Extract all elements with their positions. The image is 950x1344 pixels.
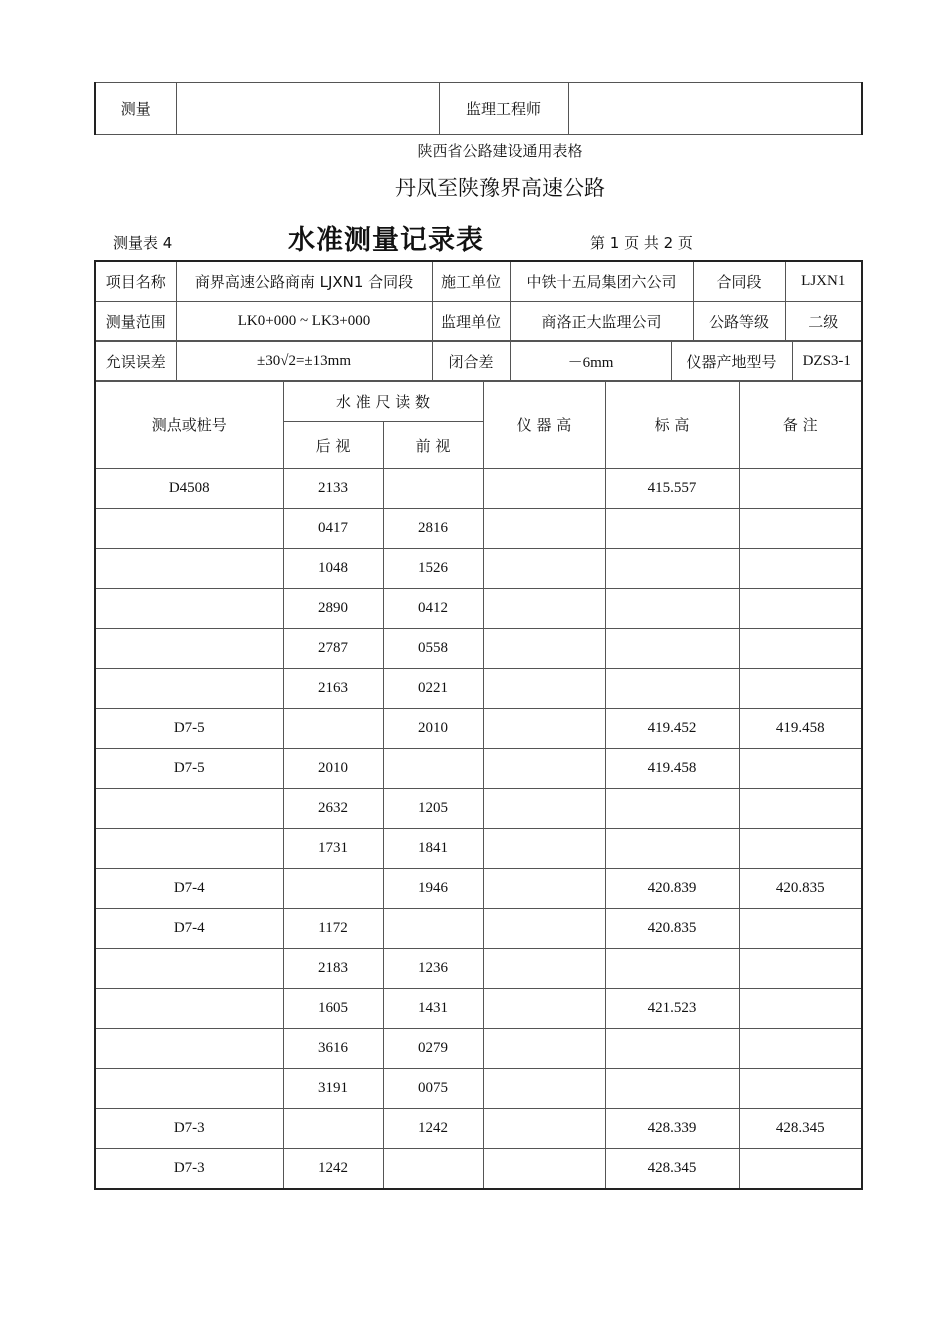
table-row — [95, 989, 862, 1029]
cell-station: D7-5 — [95, 749, 283, 789]
cell-backsight: 1242 — [283, 1149, 383, 1190]
cell-foresight — [383, 749, 483, 789]
instrument-value: DZS3-1 — [792, 341, 862, 382]
table-row — [95, 589, 862, 629]
cell-backsight: 2163 — [283, 669, 383, 709]
cell-foresight: 1841 — [383, 829, 483, 869]
cell-foresight: 1205 — [383, 789, 483, 829]
supervisor-value — [568, 83, 862, 135]
cell-backsight — [283, 709, 383, 749]
cell-foresight: 1431 — [383, 989, 483, 1029]
cell-instrument-height — [483, 669, 605, 709]
range-value: LK0+000 ~ LK3+000 — [176, 302, 432, 342]
cell-foresight — [383, 469, 483, 509]
cell-station — [95, 629, 283, 669]
project-name-value: 商界高速公路商南 LJXN1 合同段 — [176, 261, 432, 302]
cell-station — [95, 669, 283, 709]
grade-label: 公路等级 — [693, 302, 785, 342]
cell-backsight: 1172 — [283, 909, 383, 949]
table-row — [95, 629, 862, 669]
cell-station — [95, 1029, 283, 1069]
cell-instrument-height — [483, 1069, 605, 1109]
cell-backsight: 2183 — [283, 949, 383, 989]
survey-label: 测量 — [95, 83, 176, 135]
cell-elevation — [605, 949, 739, 989]
cell-foresight: 0221 — [383, 669, 483, 709]
cell-backsight: 0417 — [283, 509, 383, 549]
cell-remark: 420.835 — [739, 869, 862, 909]
col-staff-reading: 水 准 尺 读 数 — [283, 381, 483, 422]
cell-elevation: 428.339 — [605, 1109, 739, 1149]
cell-elevation: 420.839 — [605, 869, 739, 909]
form-subtitle: 陕西省公路建设通用表格 — [417, 142, 583, 160]
table-row — [95, 469, 862, 509]
cell-foresight: 2816 — [383, 509, 483, 549]
cell-backsight: 2133 — [283, 469, 383, 509]
table-row — [95, 829, 862, 869]
cell-foresight: 1242 — [383, 1109, 483, 1149]
col-backsight: 后 视 — [283, 422, 383, 469]
cell-elevation: 415.557 — [605, 469, 739, 509]
closure-value: －6mm — [510, 341, 671, 382]
instrument-label: 仪器产地型号 — [671, 341, 792, 382]
table-row — [95, 789, 862, 829]
cell-instrument-height — [483, 709, 605, 749]
cell-station — [95, 1069, 283, 1109]
cell-station — [95, 509, 283, 549]
range-label: 测量范围 — [95, 302, 176, 342]
cell-station: D7-3 — [95, 1149, 283, 1190]
signature-row — [95, 83, 862, 135]
cell-instrument-height — [483, 1109, 605, 1149]
cell-foresight: 1236 — [383, 949, 483, 989]
info-row-tolerance — [95, 341, 862, 382]
cell-instrument-height — [483, 789, 605, 829]
cell-remark — [739, 789, 862, 829]
cell-elevation — [605, 549, 739, 589]
cell-instrument-height — [483, 749, 605, 789]
contractor-label: 施工单位 — [432, 261, 510, 302]
table-row — [95, 1109, 862, 1149]
cell-remark — [739, 829, 862, 869]
page-info: 第 1 页 共 2 页 — [590, 234, 693, 252]
table-row — [95, 949, 862, 989]
cell-remark — [739, 629, 862, 669]
cell-instrument-height — [483, 509, 605, 549]
cell-station — [95, 829, 283, 869]
supervision-label: 监理单位 — [432, 302, 510, 342]
cell-elevation — [605, 589, 739, 629]
cell-backsight: 2787 — [283, 629, 383, 669]
contractor-value: 中铁十五局集团六公司 — [510, 261, 693, 302]
form-number: 测量表 4 — [113, 234, 173, 252]
info-row-project — [95, 261, 862, 302]
cell-instrument-height — [483, 909, 605, 949]
cell-elevation — [605, 629, 739, 669]
cell-elevation: 421.523 — [605, 989, 739, 1029]
cell-elevation — [605, 829, 739, 869]
cell-remark — [739, 469, 862, 509]
cell-remark — [739, 1149, 862, 1190]
col-foresight: 前 视 — [383, 422, 483, 469]
cell-backsight: 2010 — [283, 749, 383, 789]
cell-station: D7-4 — [95, 909, 283, 949]
header-row-1 — [95, 381, 862, 422]
cell-instrument-height — [483, 1149, 605, 1190]
cell-instrument-height — [483, 869, 605, 909]
cell-instrument-height — [483, 469, 605, 509]
grade-value: 二级 — [785, 302, 862, 342]
cell-station — [95, 789, 283, 829]
cell-backsight: 1731 — [283, 829, 383, 869]
cell-station: D7-5 — [95, 709, 283, 749]
cell-elevation: 428.345 — [605, 1149, 739, 1190]
cell-station: D7-4 — [95, 869, 283, 909]
cell-foresight: 2010 — [383, 709, 483, 749]
cell-instrument-height — [483, 629, 605, 669]
closure-label: 闭合差 — [432, 341, 510, 382]
project-title: 丹凤至陕豫界高速公路 — [395, 176, 605, 200]
col-elevation: 标 高 — [605, 381, 739, 469]
cell-foresight: 0558 — [383, 629, 483, 669]
cell-remark — [739, 989, 862, 1029]
cell-backsight: 2632 — [283, 789, 383, 829]
cell-remark: 428.345 — [739, 1109, 862, 1149]
cell-foresight: 1946 — [383, 869, 483, 909]
info-table — [94, 260, 863, 342]
cell-station: D4508 — [95, 469, 283, 509]
table-row — [95, 1149, 862, 1190]
cell-instrument-height — [483, 989, 605, 1029]
col-station: 测点或桩号 — [95, 381, 283, 469]
cell-remark — [739, 949, 862, 989]
col-instrument-height: 仪 器 高 — [483, 381, 605, 469]
cell-remark — [739, 589, 862, 629]
cell-remark — [739, 1029, 862, 1069]
cell-station — [95, 989, 283, 1029]
table-row — [95, 549, 862, 589]
cell-elevation: 419.452 — [605, 709, 739, 749]
cell-elevation — [605, 789, 739, 829]
table-row — [95, 669, 862, 709]
table-row — [95, 869, 862, 909]
cell-remark: 419.458 — [739, 709, 862, 749]
table-row — [95, 749, 862, 789]
cell-elevation — [605, 669, 739, 709]
cell-backsight: 2890 — [283, 589, 383, 629]
signature-table — [94, 82, 863, 135]
supervisor-label: 监理工程师 — [439, 83, 568, 135]
cell-backsight: 3616 — [283, 1029, 383, 1069]
project-name-label: 项目名称 — [95, 261, 176, 302]
cell-station — [95, 949, 283, 989]
leveling-table — [94, 380, 863, 1190]
cell-backsight: 1048 — [283, 549, 383, 589]
info-row-range — [95, 302, 862, 342]
tolerance-label: 允误误差 — [95, 341, 176, 382]
cell-elevation — [605, 509, 739, 549]
survey-value — [176, 83, 439, 135]
cell-foresight: 0279 — [383, 1029, 483, 1069]
table-body — [95, 469, 862, 1190]
cell-backsight: 1605 — [283, 989, 383, 1029]
contract-value: LJXN1 — [785, 261, 862, 302]
form-title: 水准测量记录表 — [288, 225, 484, 256]
contract-label: 合同段 — [693, 261, 785, 302]
cell-backsight — [283, 869, 383, 909]
cell-foresight — [383, 1149, 483, 1190]
col-remark: 备 注 — [739, 381, 862, 469]
cell-instrument-height — [483, 829, 605, 869]
cell-remark — [739, 909, 862, 949]
table-row — [95, 1029, 862, 1069]
cell-elevation: 419.458 — [605, 749, 739, 789]
cell-instrument-height — [483, 1029, 605, 1069]
cell-foresight — [383, 909, 483, 949]
table-row — [95, 509, 862, 549]
supervision-value: 商洛正大监理公司 — [510, 302, 693, 342]
cell-station: D7-3 — [95, 1109, 283, 1149]
cell-elevation — [605, 1029, 739, 1069]
cell-remark — [739, 549, 862, 589]
cell-backsight — [283, 1109, 383, 1149]
cell-instrument-height — [483, 949, 605, 989]
table-row — [95, 709, 862, 749]
cell-station — [95, 589, 283, 629]
cell-foresight: 0412 — [383, 589, 483, 629]
info-table-2 — [94, 340, 863, 382]
cell-remark — [739, 669, 862, 709]
table-row — [95, 909, 862, 949]
cell-instrument-height — [483, 549, 605, 589]
cell-foresight: 1526 — [383, 549, 483, 589]
cell-remark — [739, 509, 862, 549]
cell-remark — [739, 1069, 862, 1109]
cell-remark — [739, 749, 862, 789]
cell-foresight: 0075 — [383, 1069, 483, 1109]
cell-elevation: 420.835 — [605, 909, 739, 949]
cell-station — [95, 549, 283, 589]
table-row — [95, 1069, 862, 1109]
cell-instrument-height — [483, 589, 605, 629]
cell-elevation — [605, 1069, 739, 1109]
cell-backsight: 3191 — [283, 1069, 383, 1109]
tolerance-value: ±30√2=±13mm — [176, 341, 432, 382]
